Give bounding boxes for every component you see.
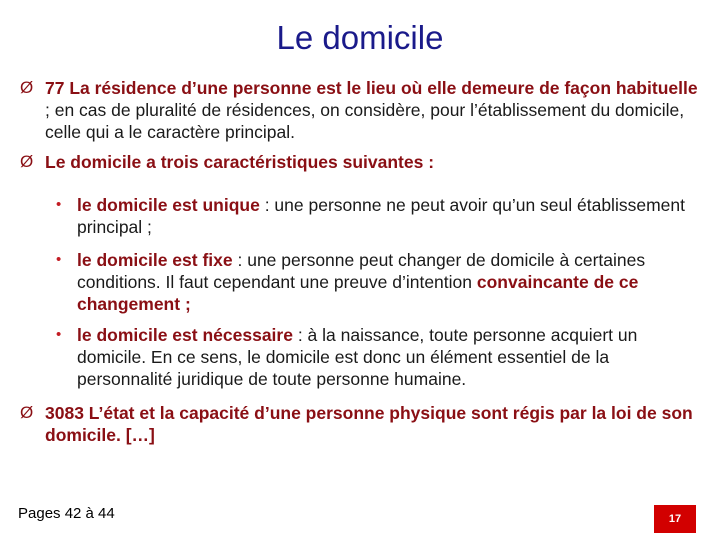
paragraph-characteristics xyxy=(45,151,700,173)
paragraph-77-text: ; en cas de pluralité de résidences, on considère, pour l’établissement du domicile, celle qui a le caractère principal. xyxy=(45,100,685,142)
sub-item-fixe-bold: le domicile est fixe xyxy=(77,250,233,270)
dot-bullet-icon: • xyxy=(56,196,62,213)
sub-item-unique xyxy=(77,194,702,238)
paragraph-characteristics-bold: Le domicile a trois caractéristiques suivantes : xyxy=(45,152,435,172)
sub-item-unique-bold: le domicile est unique xyxy=(77,195,260,215)
page-title: Le domicile xyxy=(276,19,444,56)
paragraph-3083-bold: 3083 L’état et la capacité d’une personne physique sont régis par la loi de son domicile. […] xyxy=(45,403,693,445)
sub-item-necessaire-bold: le domicile est nécessaire xyxy=(77,325,293,345)
arrow-bullet-icon: Ø xyxy=(20,78,34,97)
dot-bullet-icon: • xyxy=(56,251,62,268)
arrow-bullet-icon: Ø xyxy=(20,403,34,422)
sub-item-unique-text: : une personne ne peut avoir qu’un seul établissement principal ; xyxy=(77,195,685,237)
sub-item-fixe-bold-tail: convaincante de ce changement ; xyxy=(77,272,639,314)
sub-item-fixe xyxy=(77,249,702,315)
sub-item-necessaire xyxy=(77,324,702,390)
paragraph-77-bold: 77 La résidence d’une personne est le lieu où elle demeure de façon habituelle xyxy=(45,78,698,98)
paragraph-3083 xyxy=(45,402,700,446)
page-number-badge: 17 xyxy=(654,505,696,533)
arrow-bullet-icon: Ø xyxy=(20,152,34,171)
footer-pages: Pages 42 à 44 xyxy=(18,505,115,522)
paragraph-77 xyxy=(45,77,700,143)
sub-item-fixe-text: : une personne peut changer de domicile à certaines conditions. Il faut cependant une preuve d’intention xyxy=(77,250,646,292)
dot-bullet-icon: • xyxy=(56,326,62,343)
sub-item-necessaire-text: : à la naissance, toute personne acquiert un domicile. En ce sens, le domicile est donc un élément essentiel de la personnalité juridique de toute personne humaine. xyxy=(77,325,638,389)
